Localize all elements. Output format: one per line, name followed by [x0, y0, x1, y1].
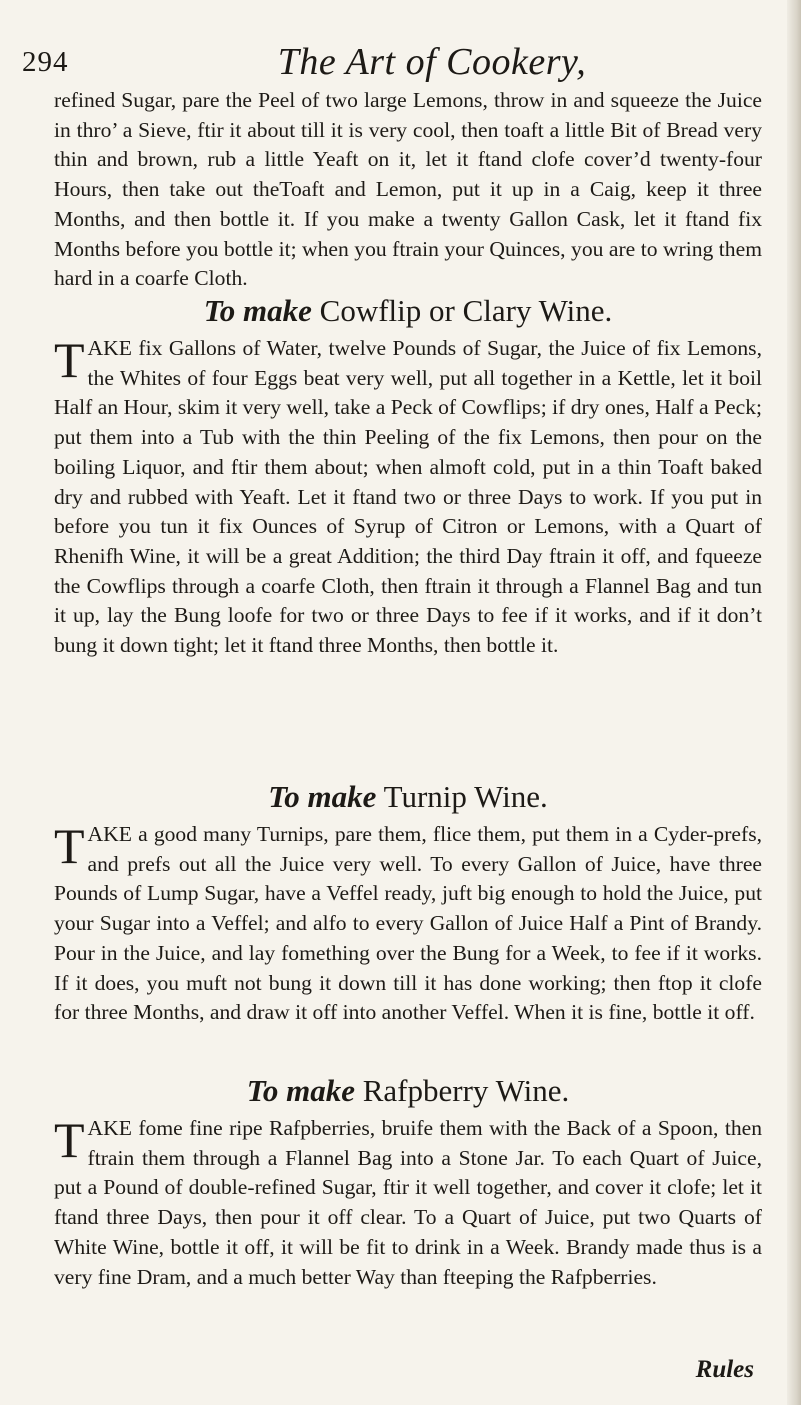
recipe-raspberry-wine [54, 1114, 762, 1292]
heading-turnip-wine [54, 777, 762, 817]
heading-title: Rafpberry Wine. [362, 1073, 570, 1108]
running-head: The Art of Cookery, [277, 41, 587, 83]
catchword: Rules [695, 1356, 754, 1383]
recipe-turnip-wine [54, 820, 762, 1028]
recipe-body [54, 1114, 762, 1292]
recipe-cowslip-wine [54, 334, 762, 661]
heading-lead: To make [268, 779, 377, 814]
recipe-body [54, 820, 762, 1028]
drop-cap: T [54, 1112, 85, 1168]
page-number: 294 [22, 46, 69, 78]
page-edge [787, 0, 801, 1405]
heading-title: Cowflip or Clary Wine. [319, 293, 613, 328]
heading-raspberry-wine [54, 1071, 762, 1111]
heading-title: Turnip Wine. [383, 779, 548, 814]
recipe-text: AKE fome fine ripe Rafpberries, bruife them with the Back of a Spoon, then ftrain them through a Flannel Bag into a Stone Jar. To each Quart of Juice, put a Pound of double-refined Sugar, ftir it well together, and cover it clofe; let it ftand three Days, then pour it off clear. To a Quart of Juice, put two Quarts of White Wine, bottle it off, it will be fit to drink in a Week. Brandy made thus is a very fine Dram, and a much better Way than fteeping the Rafpberries. [54, 1116, 762, 1289]
continuation-paragraph [54, 86, 762, 294]
heading-cowslip-wine [54, 291, 762, 331]
heading-lead: To make [203, 293, 312, 328]
recipe-text: AKE fix Gallons of Water, twelve Pounds of Sugar, the Juice of fix Lemons, the Whites of four Eggs beat very well, put all together in a Kettle, let it boil Half an Hour, skim it very well, take a Peck of Cowflips; if dry ones, Half a Peck; put them into a Tub with the thin Peeling of the fix Lemons, then pour on the boiling Liquor, and ftir them about; when almoft cold, put in a thin Toaft baked dry and rubbed with Yeaft. Let it ftand two or three Days to work. If you put in before you tun it fix Ounces of Syrup of Citron or Lemons, with a Quart of Rhenifh Wine, it will be a great Addition; the third Day ftrain it off, and fqueeze the Cowflips through a coarfe Cloth, then ftrain it through a Flannel Bag and tun it up, lay the Bung loofe for two or three Days to fee if it works, and if it don’t bung it down tight; let it ftand three Months, then bottle it. [54, 336, 762, 658]
continuation-text: refined Sugar, pare the Peel of two large Lemons, throw in and squeeze the Juice in thro’ a Sieve, ftir it about till it is very cool, then toaft a little Bit of Bread very thin and brown, rub a little Yeaft on it, let it ftand clofe cover’d twenty-four Hours, then take out theToaft and Lemon, put it up in a Caig, keep it three Months, and then bottle it. If you make a twenty Gallon Cask, let it ftand fix Months before you bottle it; when you ftrain your Quinces, you are to wring them hard in a coarfe Cloth. [54, 88, 762, 291]
drop-cap: T [54, 818, 85, 874]
recipe-text: AKE a good many Turnips, pare them, flice them, put them in a Cyder-prefs, and prefs out all the Juice very well. To every Gallon of Juice, have three Pounds of Lump Sugar, have a Veffel ready, juft big enough to hold the Juice, put your Sugar into a Veffel; and alfo to every Gallon of Juice Half a Pint of Brandy. Pour in the Juice, and lay fomething over the Bung for a Week, to fee if it works. If it does, you muft not bung it down till it has done working; then ftop it clofe for three Months, and draw it off into another Veffel. When it is fine, bottle it off. [54, 822, 762, 1025]
drop-cap: T [54, 332, 85, 388]
heading-lead: To make [246, 1073, 355, 1108]
recipe-body [54, 334, 762, 661]
